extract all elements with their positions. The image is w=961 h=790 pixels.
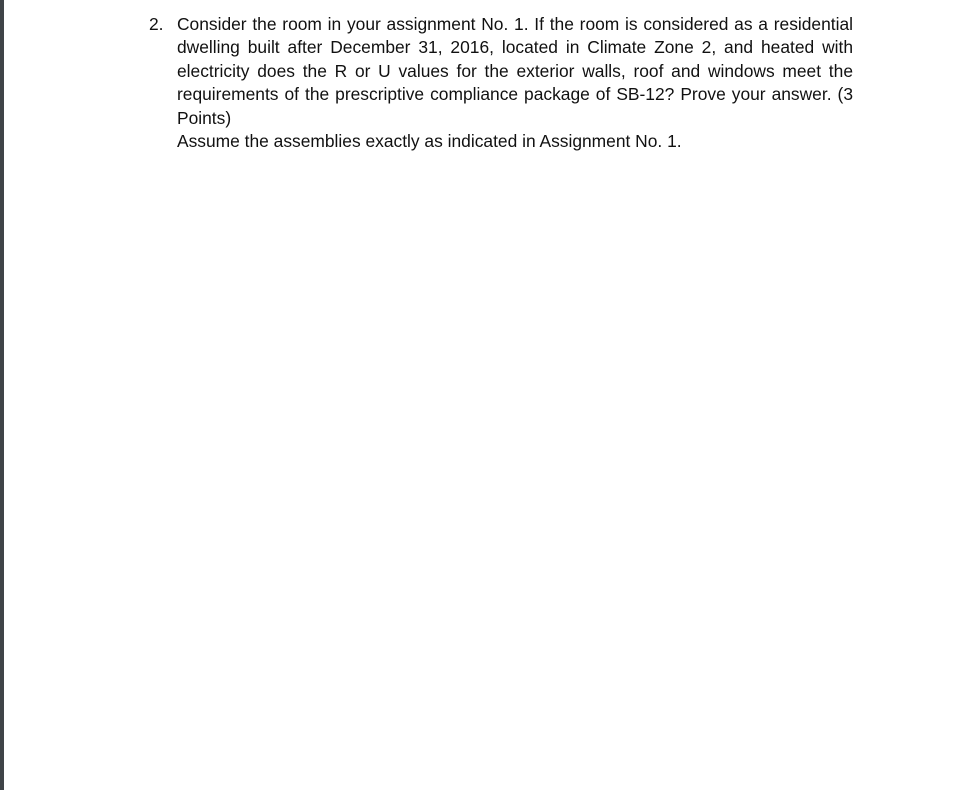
question-item xyxy=(149,13,853,153)
question-body xyxy=(177,13,853,153)
question-note: Assume the assemblies exactly as indicated in Assignment No. 1. xyxy=(177,131,682,152)
document-page xyxy=(4,0,961,790)
question-text: Consider the room in your assignment No. 1. If the room is considered as a residential dwelling built after December 31, 2016, located in Climate Zone 2, and heated with electricity does the R or U values for the exterior walls, roof and windows meet the requirements of the prescriptive compliance package of SB-12? Prove your answer. (3 Points) xyxy=(177,14,853,128)
question-number: 2. xyxy=(149,14,164,34)
